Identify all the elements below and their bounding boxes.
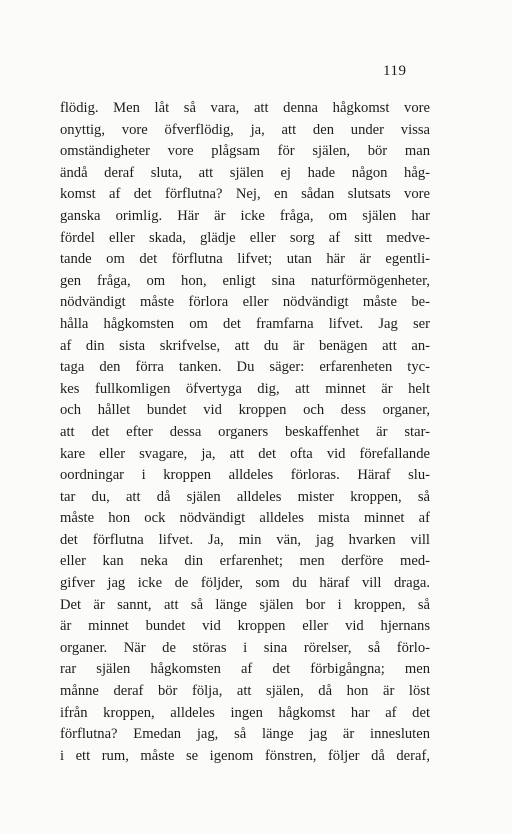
text-line: tar du, att då själen alldeles mister kroppen, så [60,488,430,505]
body-text [60,98,430,767]
text-line: ganska orimlig. Här är icke fråga, om själen har [60,207,430,224]
text-line: kare eller svagare, ja, att det ofta vid förefallande [60,445,430,462]
text-line: omständigheter vore plågsam för själen, bör man [60,143,430,160]
text-line: onyttig, vore öfverflödig, ja, att den under vissa [60,121,430,138]
text-line: att det efter dessa organers beskaffenhet är star- [60,423,430,440]
text-line: månne deraf bör följa, att själen, då hon är löst [60,683,430,700]
text-line: Det är sannt, att så länge själen bor i kroppen, så [60,596,430,613]
text-line: ifrån kroppen, alldeles ingen hågkomst har af det [60,704,430,721]
text-line: rar själen hågkomsten af det förbigångna; men [60,661,430,678]
text-line: i ett rum, måste se igenom fönstren, följer då deraf, [60,747,430,764]
text-line: kes fullkomligen öfvertyga dig, att minnet är helt [60,380,430,397]
text-line: tande om det förflutna lifvet; utan här är egentli- [60,251,430,268]
text-line: och hållet bundet vid kroppen och dess organer, [60,402,430,419]
text-line: komst af det förflutna? Nej, en sådan slutsats vore [60,186,430,203]
text-line: taga den förra tanken. Du säger: erfarenheten tyc- [60,359,430,376]
page-number: 119 [383,63,407,79]
text-line: gifver jag icke de följder, som du häraf vill draga. [60,575,430,592]
text-line: är minnet bundet vid kroppen eller vid hjernans [60,618,430,635]
text-line: af din sista skrifvelse, att du är benägen att an- [60,337,430,354]
text-line: eller kan neka din erfarenhet; men derföre med- [60,553,430,570]
text-line: måste hon ock nödvändigt alldeles mista minnet af [60,510,430,527]
text-line: flödig. Men låt så vara, att denna hågkomst vore [60,100,430,116]
text-line: ändå deraf sluta, att själen ej hade någon håg- [60,164,430,181]
text-line: nödvändigt måste förlora eller nödvändigt måste be- [60,294,430,311]
text-line: det förflutna lifvet. Ja, min vän, jag hvarken vill [60,531,430,548]
text-line: organer. När de störas i sina rörelser, så förlo- [60,639,430,656]
text-line: hålla hågkomsten om det framfarna lifvet. Jag ser [60,315,430,332]
text-line: förflutna? Emedan jag, så länge jag är innesluten [60,726,430,743]
text-line: oordningar i kroppen alldeles förloras. Häraf slu- [60,467,430,484]
text-line: gen fråga, om hon, enligt sina naturförmögenheter, [60,272,430,289]
text-line: fördel eller skada, glädje eller sorg af sitt medve- [60,229,430,246]
